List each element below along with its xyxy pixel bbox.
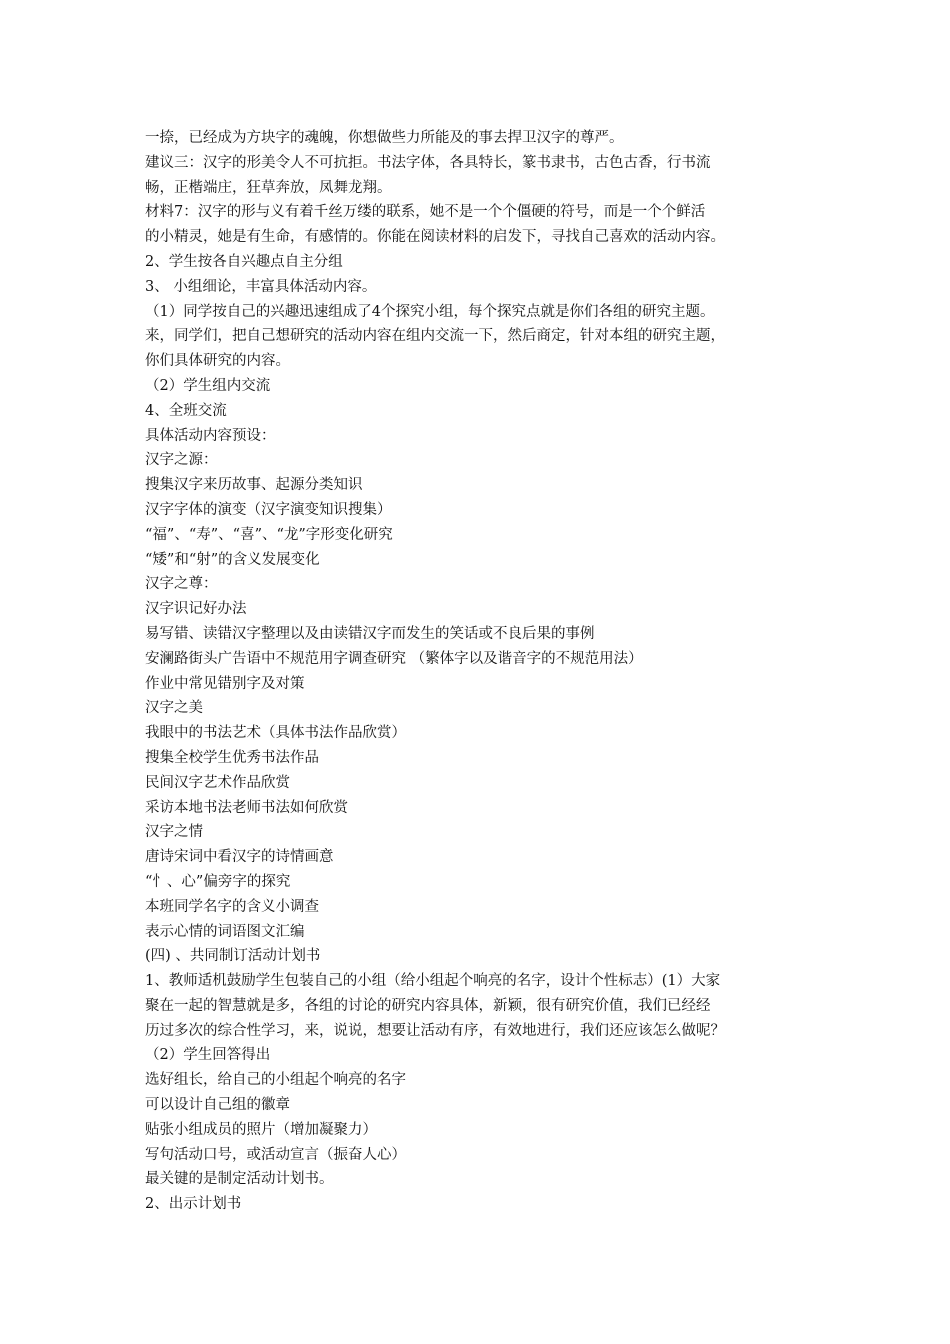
text-line: 唐诗宋词中看汉字的诗情画意 <box>145 849 334 866</box>
text-line: 搜集汉字来历故事、起源分类知识 <box>145 477 363 494</box>
text-line: 表示心情的词语图文汇编 <box>145 923 305 940</box>
text-line: “矮”和“射”的含义发展变化 <box>145 551 320 568</box>
text-line: 材料7：汉字的形与义有着千丝万缕的联系，她不是一个个僵硬的符号，而是一个个鲜活 <box>145 204 706 221</box>
text-line: 搜集全校学生优秀书法作品 <box>145 749 319 766</box>
text-line: 历过多次的综合性学习，来，说说，想要让活动有序，有效地进行，我们还应该怎么做呢？ <box>145 1022 725 1039</box>
text-line: 汉字之美 <box>145 700 203 717</box>
text-line: 写句活动口号，或活动宣言（振奋人心） <box>145 1146 406 1163</box>
text-line: 贴张小组成员的照片（增加凝聚力） <box>145 1121 377 1138</box>
text-line: 聚在一起的智慧就是多，各组的讨论的研究内容具体，新颖，很有研究价值，我们已经经 <box>145 997 711 1014</box>
text-line: （1）同学按自己的兴趣迅速组成了4个探究小组，每个探究点就是你们各组的研究主题。 <box>145 303 715 320</box>
text-line: 的小精灵，她是有生命，有感情的。你能在阅读材料的启发下，寻找自己喜欢的活动内容。 <box>145 229 725 246</box>
text-line: 具体活动内容预设： <box>145 427 276 444</box>
text-line: 3、 小组细论，丰富具体活动内容。 <box>145 278 377 295</box>
text-line: 汉字字体的演变（汉字演变知识搜集） <box>145 501 392 518</box>
text-line: 建议三：汉字的形美令人不可抗拒。书法字体，各具特长，篆书隶书，古色古香，行书流 <box>145 154 711 171</box>
text-line: 2、学生按各自兴趣点自主分组 <box>145 253 343 270</box>
text-line: 汉字之源： <box>145 452 218 469</box>
text-line: 4、全班交流 <box>145 402 227 419</box>
text-line: 最关键的是制定活动计划书。 <box>145 1171 334 1188</box>
text-line: 汉字识记好办法 <box>145 601 247 618</box>
text-line: 作业中常见错别字及对策 <box>145 675 305 692</box>
text-line: “忄、心”偏旁字的探究 <box>145 873 291 890</box>
text-line: （2）学生回答得出 <box>145 1047 271 1064</box>
text-line: 1、教师适机鼓励学生包装自己的小组（给小组起个响亮的名字，设计个性标志）(1）大家 <box>145 973 721 990</box>
text-line: 易写错、读错汉字整理以及由读错汉字而发生的笑话或不良后果的事例 <box>145 625 595 642</box>
text-line: 一捺，已经成为方块字的魂魄，你想做些力所能及的事去捍卫汉字的尊严。 <box>145 130 624 146</box>
text-line: 2、出示计划书 <box>145 1196 242 1213</box>
text-line: 汉字之尊： <box>145 576 218 593</box>
text-line: 来，同学们，把自己想研究的活动内容在组内交流一下，然后商定，针对本组的研究主题， <box>145 328 725 345</box>
text-line: 可以设计自己组的徽章 <box>145 1097 290 1114</box>
text-line: 畅，正楷端庄，狂草奔放，凤舞龙翔。 <box>145 179 392 196</box>
text-line: 安澜路街头广告语中不规范用字调查研究 （繁体字以及谐音字的不规范用法） <box>145 650 643 667</box>
text-line: 本班同学名字的含义小调查 <box>145 898 319 915</box>
text-line: “福”、“寿”、“喜”、“龙”字形变化研究 <box>145 526 393 543</box>
text-line: 采访本地书法老师书法如何欣赏 <box>145 799 348 816</box>
text-line: 你们具体研究的内容。 <box>145 353 290 370</box>
document-page <box>145 126 810 1217</box>
text-line: （2）学生组内交流 <box>145 377 271 394</box>
text-line: 我眼中的书法艺术（具体书法作品欣赏） <box>145 725 406 742</box>
text-line: 民间汉字艺术作品欣赏 <box>145 774 290 791</box>
text-line: (四) 、共同制订活动计划书 <box>145 948 321 965</box>
text-line: 汉字之情 <box>145 824 203 841</box>
text-line: 选好组长，给自己的小组起个响亮的名字 <box>145 1072 406 1089</box>
